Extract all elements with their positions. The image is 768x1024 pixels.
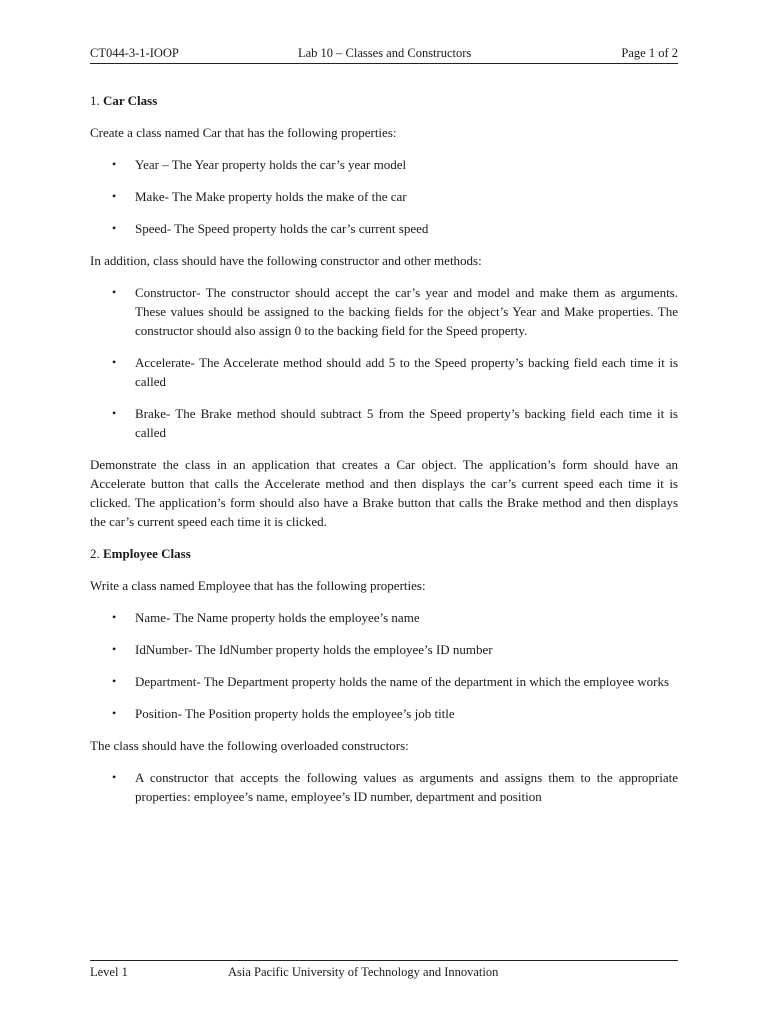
page-footer — [90, 960, 678, 979]
car-method-list — [90, 283, 678, 442]
list-item: • Position- The Position property holds the employee’s job title — [112, 706, 455, 721]
page-number: Page 1 of 2 — [621, 46, 678, 60]
methods-intro: In addition, class should have the following constructor and other methods: — [90, 253, 482, 268]
bullet-icon: • — [112, 642, 117, 656]
bullet-icon: • — [112, 706, 117, 720]
section-number: 2. — [90, 546, 100, 561]
bullet-icon: • — [112, 189, 117, 203]
section-closing: Demonstrate the class in an application that creates a Car object. The application’s form should have an Accelerate button that calls the Accelerate method and then displays the car’s current speed each time it is clicked. The application’s form should also have a Brake button that calls the Brake method and then displays the car’s current speed each time it is clicked. — [90, 457, 678, 529]
bullet-icon: • — [112, 221, 117, 235]
section-intro: Write a class named Employee that has the following properties: — [90, 578, 426, 593]
course-code: CT044-3-1-IOOP — [90, 46, 179, 60]
section-heading-car — [90, 91, 678, 110]
bullet-icon: • — [112, 674, 117, 688]
bullet-icon: • — [112, 770, 117, 784]
employee-constructor-list — [90, 768, 678, 806]
document-body — [90, 91, 678, 819]
employee-property-list — [90, 608, 678, 723]
list-item: • Brake- The Brake method should subtract 5 from the Speed property’s backing field each time it is called — [112, 406, 678, 440]
list-item: • Name- The Name property holds the employee’s name — [112, 610, 420, 625]
bullet-icon: • — [112, 355, 117, 369]
bullet-icon: • — [112, 406, 117, 420]
institution-name: Asia Pacific University of Technology and Innovation — [228, 965, 499, 979]
section-title: Car Class — [103, 93, 158, 108]
car-property-list — [90, 155, 678, 238]
list-item: • Year – The Year property holds the car’s year model — [112, 157, 407, 172]
lab-title: Lab 10 – Classes and Constructors — [298, 46, 472, 60]
section-intro: Create a class named Car that has the following properties: — [90, 125, 397, 140]
section-title: Employee Class — [103, 546, 191, 561]
section-number: 1. — [90, 93, 100, 108]
level-label: Level 1 — [90, 965, 128, 979]
list-item: • Department- The Department property holds the name of the department in which the employee works — [112, 674, 670, 689]
section-heading-employee — [90, 544, 678, 563]
list-item: • Constructor- The constructor should accept the car’s year and model and make them as arguments. These values should be assigned to the backing fields for the object’s Year and Make properties. The constructor should also assign 0 to the backing field for the Speed property. — [112, 285, 678, 338]
bullet-icon: • — [112, 157, 117, 171]
list-item: • A constructor that accepts the following values as arguments and assigns them to the appropriate properties: employee’s name, employee’s ID number, department and position — [112, 770, 678, 804]
constructors-intro: The class should have the following overloaded constructors: — [90, 738, 409, 753]
list-item: • IdNumber- The IdNumber property holds the employee’s ID number — [112, 642, 493, 657]
bullet-icon: • — [112, 610, 117, 624]
list-item: • Speed- The Speed property holds the car’s current speed — [112, 221, 429, 236]
bullet-icon: • — [112, 285, 117, 299]
list-item: • Make- The Make property holds the make of the car — [112, 189, 407, 204]
page-header — [90, 45, 678, 64]
list-item: • Accelerate- The Accelerate method should add 5 to the Speed property’s backing field each time it is called — [112, 355, 678, 389]
